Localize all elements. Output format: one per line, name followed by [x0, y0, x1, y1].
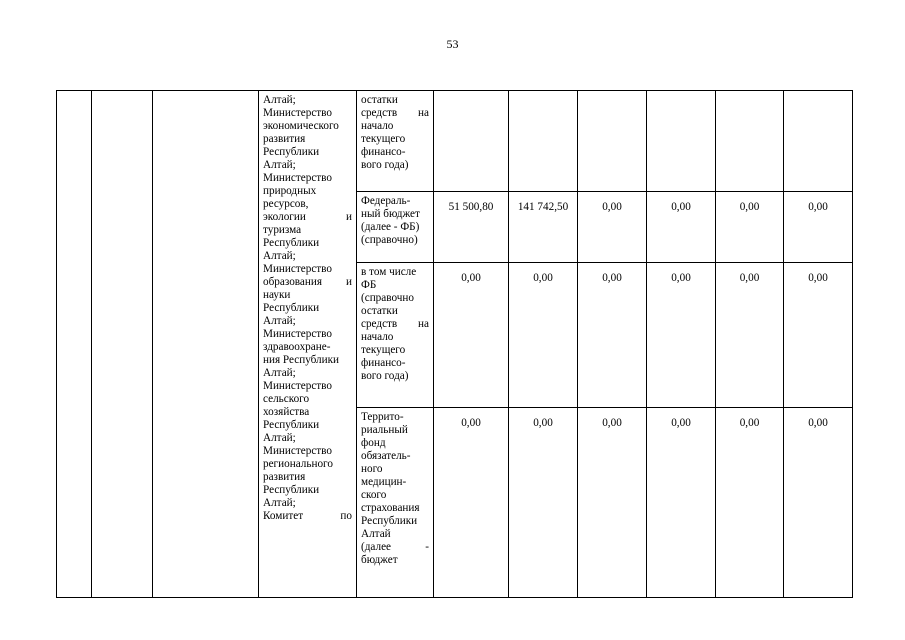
- organization-text-line: Министерство: [263, 107, 332, 119]
- cell-text-line: остатки: [361, 305, 398, 317]
- value-cell: 0,00: [716, 408, 784, 598]
- organization-text-line: Республики: [263, 302, 320, 314]
- value-cell: 0,00: [509, 408, 578, 598]
- organization-text-line: Министерство: [263, 328, 332, 340]
- cell-text-line: ФБ: [361, 279, 377, 291]
- organization-text-line: Министерство: [263, 380, 332, 392]
- cell-text-line: текущего: [361, 344, 406, 356]
- value-cell: 0,00: [647, 263, 716, 408]
- organization-text-line: туризма: [263, 224, 302, 236]
- cell-text-line: фонд: [361, 437, 386, 449]
- value-cell: [509, 91, 578, 192]
- funding-source-cell: [357, 192, 434, 263]
- organization-text-line: экологии и: [263, 211, 352, 223]
- organization-text-line: Алтай;: [263, 315, 296, 327]
- value-cell: 0,00: [578, 408, 647, 598]
- organization-text-line: экономического: [263, 120, 339, 132]
- value-cell: 141 742,50: [509, 192, 578, 263]
- page-number: 53: [446, 37, 459, 51]
- organization-text-line: Министерство: [263, 172, 332, 184]
- organization-text-line: Республики: [263, 484, 320, 496]
- cell-text-line: текущего: [361, 133, 406, 145]
- cell-text-line: ного: [361, 463, 383, 475]
- value-cell: [784, 91, 853, 192]
- cell-text-line: ный бюджет: [361, 208, 420, 220]
- responsible-organizations-cell: [259, 91, 357, 598]
- cell-text-line: страхования: [361, 502, 420, 514]
- cell-text-line: риальный: [361, 424, 408, 436]
- organization-text-line: здравоохране-: [263, 341, 331, 353]
- organization-text-line: Республики: [263, 237, 320, 249]
- value-cell: 51 500,80: [434, 192, 509, 263]
- organization-text-line: развития: [263, 471, 306, 483]
- cell-text-line: финансо-: [361, 146, 406, 158]
- funding-source-cell: [357, 408, 434, 598]
- cell-text-line: вого года): [361, 159, 409, 171]
- organization-text-line: Алтай;: [263, 94, 296, 106]
- cell-text-line: Террито-: [361, 411, 404, 423]
- funding-source-cell: [357, 91, 434, 192]
- organization-text-line: Республики: [263, 146, 320, 158]
- value-cell: [578, 91, 647, 192]
- cell-text-line: в том числе: [361, 266, 417, 278]
- organization-text-line: регионального: [263, 458, 333, 470]
- cell-text-line: (справочно: [361, 292, 414, 304]
- funding-source-cell: [357, 263, 434, 408]
- value-cell: 0,00: [647, 408, 716, 598]
- organization-text-line: Алтай;: [263, 432, 296, 444]
- organization-text-line: Алтай;: [263, 159, 296, 171]
- organization-text-line: развития: [263, 133, 306, 145]
- organization-text-line: образования и: [263, 276, 352, 288]
- cell-text-line: Республики: [361, 515, 418, 527]
- value-cell: 0,00: [784, 263, 853, 408]
- empty-cell-3: [153, 91, 259, 598]
- organization-text-line: Комитет по: [263, 510, 352, 522]
- cell-text-line: (справочно): [361, 234, 418, 246]
- cell-text-line: финансо-: [361, 357, 406, 369]
- table-row: [57, 91, 853, 192]
- cell-text-line: остатки: [361, 94, 398, 106]
- cell-text-line: (далее -: [361, 541, 429, 553]
- cell-text-line: начало: [361, 331, 394, 343]
- cell-text-line: обязатель-: [361, 450, 411, 462]
- value-cell: 0,00: [434, 263, 509, 408]
- organization-text-line: науки: [263, 289, 291, 301]
- value-cell: 0,00: [578, 192, 647, 263]
- cell-text-line: Федераль-: [361, 195, 411, 207]
- organization-text-line: Министерство: [263, 445, 332, 457]
- budget-table: [56, 90, 853, 598]
- value-cell: 0,00: [784, 192, 853, 263]
- organization-text-line: хозяйства: [263, 406, 310, 418]
- cell-text-line: бюджет: [361, 554, 398, 566]
- cell-text-line: Алтай: [361, 528, 391, 540]
- organization-text-line: ния Республики: [263, 354, 340, 366]
- cell-text-line: средств на: [361, 318, 429, 330]
- value-cell: 0,00: [647, 192, 716, 263]
- cell-text-line: начало: [361, 120, 394, 132]
- cell-text-line: медицин-: [361, 476, 407, 488]
- cell-text-line: вого года): [361, 370, 409, 382]
- value-cell: [434, 91, 509, 192]
- organization-text-line: Министерство: [263, 263, 332, 275]
- organization-text-line: ресурсов,: [263, 198, 309, 210]
- cell-text-line: средств на: [361, 107, 429, 119]
- empty-cell-1: [57, 91, 92, 598]
- empty-cell-2: [92, 91, 153, 598]
- value-cell: [716, 91, 784, 192]
- value-cell: 0,00: [784, 408, 853, 598]
- value-cell: 0,00: [509, 263, 578, 408]
- value-cell: 0,00: [716, 263, 784, 408]
- value-cell: 0,00: [578, 263, 647, 408]
- organization-text-line: Алтай;: [263, 367, 296, 379]
- cell-text-line: (далее - ФБ): [361, 221, 420, 233]
- organization-text-line: Республики: [263, 419, 320, 431]
- organization-text-line: Алтай;: [263, 497, 296, 509]
- value-cell: 0,00: [716, 192, 784, 263]
- value-cell: 0,00: [434, 408, 509, 598]
- organization-text-line: природных: [263, 185, 317, 197]
- organization-text-line: Алтай;: [263, 250, 296, 262]
- value-cell: [647, 91, 716, 192]
- cell-text-line: ского: [361, 489, 387, 501]
- organization-text-line: сельского: [263, 393, 310, 405]
